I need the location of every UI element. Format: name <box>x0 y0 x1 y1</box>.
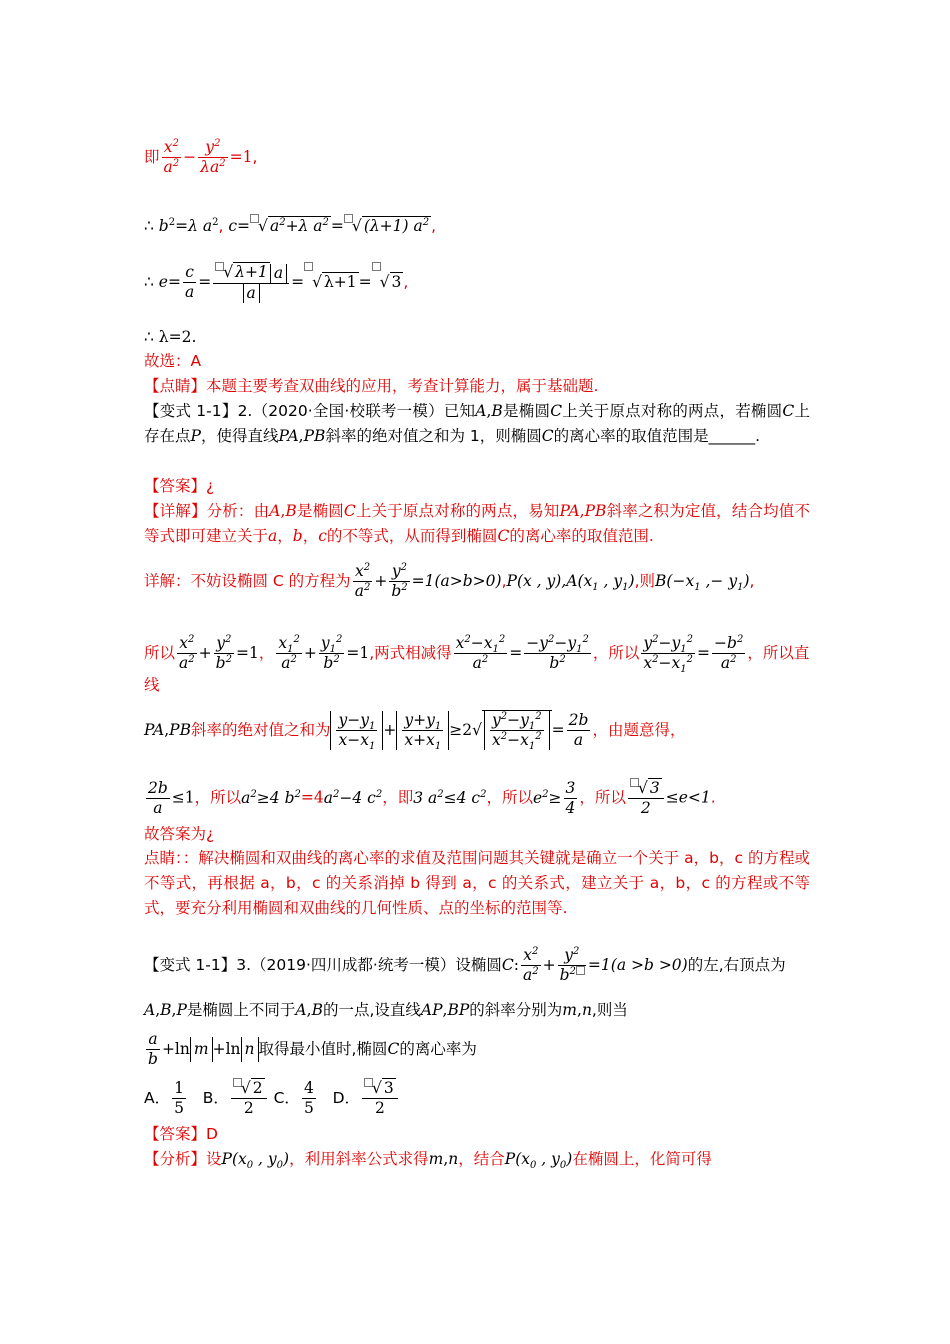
option-c[interactable]: C． $\frac{4}{5}$ <box>273 1078 314 1117</box>
problem-3-answer: 【答案】D <box>144 1125 218 1143</box>
solution-abs-sum: PA,PB斜率的绝对值之和为 $\frac{y-y_1}{x-x_1}$ + $\frac{y+y_1}{x+x_1}$ ≥2√ $\frac{y^2-y_1^2}{x^2-x_1^2}$ = $\frac{2b}{a}$ ，由题意得， <box>144 710 686 753</box>
equation-hyperbola: 即 $\frac{x^2}{a^2}$ − $\frac{y^2}{\lambda a^2}$ =1, <box>144 137 258 176</box>
option-d[interactable]: D． $\frac{√ 3}{2}$ <box>333 1089 400 1107</box>
problem-3-stem: 【变式 1-1】3.（2019·四川成都·统考一模）设椭圆C: $\frac{x^2}{a^2}$ + $\frac{y^2}{b^2}$ =1(a >b >0)的左,右顶点为 <box>144 945 786 984</box>
option-a[interactable]: A． $\frac{1}{5}$ <box>144 1078 184 1117</box>
option-b[interactable]: B． $\frac{√ 2}{2}$ <box>203 1089 269 1107</box>
problem-3-stem-2: A,B,P是椭圆上不同于A,B的一点,设直线AP,BP的斜率分别为m,n,则当 <box>144 1001 628 1019</box>
comment-paragraph: 【点睛】本题主要考查双曲线的应用，考查计算能力，属于基础题. <box>144 377 599 395</box>
problem-2-stem: 【变式 1-1】2.（2020·全国·校联考一模）已知A,B是椭圆C上关于原点对称的两点，若椭圆C上存在点P，使得直线PA,PB斜率的绝对值之和为 1，则椭圆C的离心率的取值范围是______. <box>144 402 810 445</box>
problem-2-final: 故答案为¿ <box>144 825 215 843</box>
problem-3-analysis: 【分析】设$P(x_0$ , $y_0$)，利用斜率公式求得m,n，结合$P(x_0$ , $y_0$)在椭圆上，化简可得 <box>144 1150 712 1172</box>
problem-3-options <box>144 1078 810 1118</box>
solution-inequality: $\frac{2b}{a}$ ≤1，所以$a^2\ge 4$ $b^2=4a^2-4$ $c^2$，即3 $a^2\le 4$ $c^2$，所以$e^2\ge$ $\frac{3}{4}$ ，所以 $\frac{√ 3}{2}$ ≤e<1. <box>148 778 716 817</box>
equation-b-c: ∴ $b^2=\lambda$ $a^2$, c= √ $a^2+\lambda$ $a^2$ = √ (λ+1) $a^2$ , <box>144 214 810 239</box>
answer-choice-line: 故选：A <box>144 352 202 370</box>
equation-eccentricity: ∴ e= $\frac{c}{a}$ = $\frac{√ \lambda+1 a}{a}$ = √ λ+1 = √ 3 , <box>144 263 409 302</box>
problem-2-detail: 【详解】分析：由A,B是椭圆C上关于原点对称的两点，易知PA,PB斜率之积为定值，结合均值不等式即可建立关于a，b，c的不等式，从而得到椭圆C的离心率的取值范围. <box>144 502 810 545</box>
problem-2-answer: 【答案】¿ <box>144 477 215 495</box>
solution-subtract: 所以 $\frac{x^2}{a^2}$ + $\frac{y^2}{b^2}$ =1， $\frac{x_1^2}{a^2}$ + $\frac{y_1^2}{b^2}$ =1,两式相减得 $\frac{x^2-x_1^2}{a^2}$ = $\frac{-y^2-y_1^2}{b^2}$ ，所以 $\frac{y^2-y_1^2}{x^2-x_1^2}$ = $\frac{-b^2}{a^2}$ ，所以直线 <box>144 633 810 694</box>
solution-setup: 详解：不妨设椭圆 C 的方程为 $\frac{x^2}{a^2}$ + $\frac{y^2}{b^2}$ =1(a>b>0),P(x , $y),A(x_1$ , $y_1$),则$B(-x_1$ ,− $y_1$), <box>144 561 755 600</box>
problem-2-comment: 点睛：：解决椭圆和双曲线的离心率的求值及范围问题其关键就是确立一个关于 a，b，c 的方程或不等式，再根据 a，b，c 的关系消掉 b 得到 a，c 的关系式，建立关于 a，b，c 的方程或不等式，要充分利用椭圆和双曲线的几何性质、点的坐标的范围等. <box>144 849 810 917</box>
problem-3-stem-3: $\frac{a}{b}$ +ln m +ln n 取得最小值时,椭圆C的离心率为 <box>148 1030 477 1068</box>
equation-lambda: ∴ λ=2. <box>144 328 197 346</box>
